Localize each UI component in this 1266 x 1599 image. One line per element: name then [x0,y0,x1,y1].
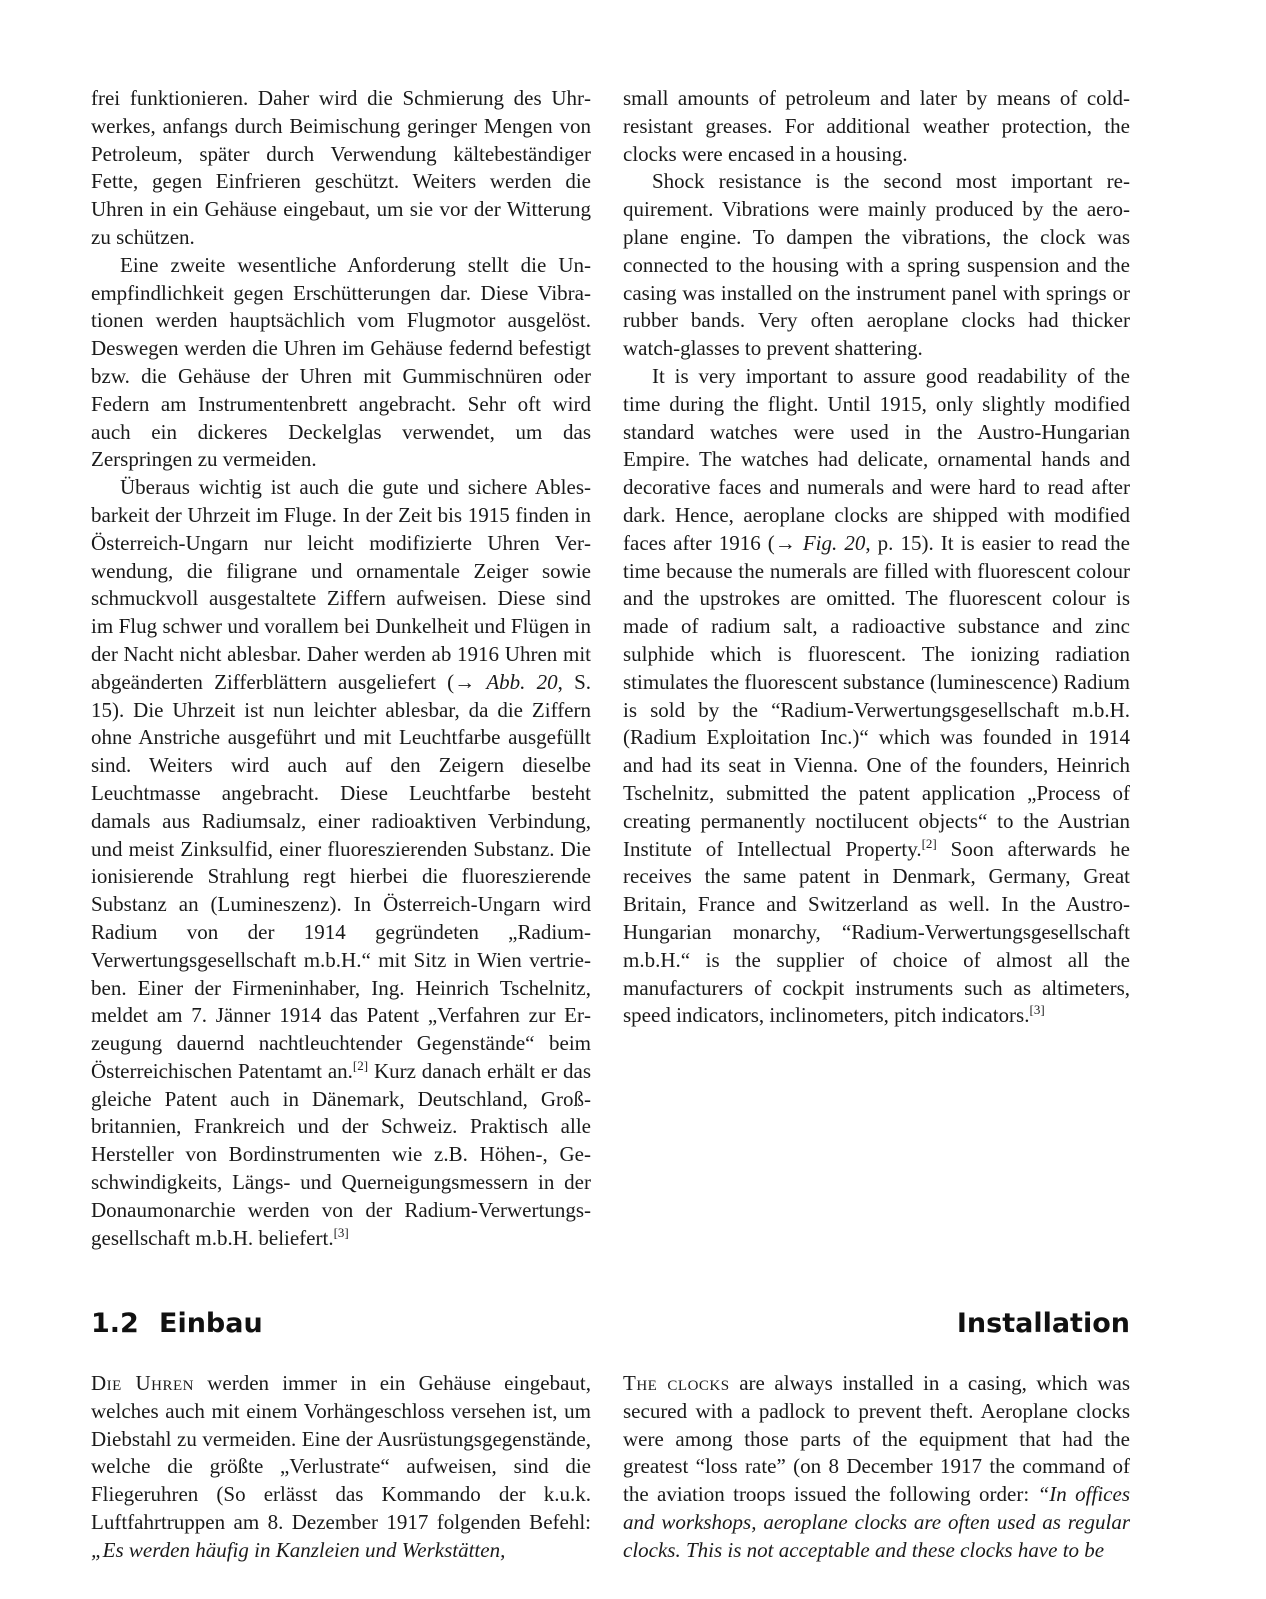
footnote-ref-3[interactable]: [3] [1029,1002,1045,1018]
german-paragraph-shock-resistance: Eine zweite wesentliche Anforderung stellt die Unempfindlichkeit gegen Erschütterungen dar. Diese Vibrationen werden hauptsächlich vom Flugmotor ausgelöst. Deswegen werden die Uhren im Gehäuse federnd befestigt bzw. die Gehäuse der Uhren mit Gummischnüren oder Federn am Instrumentenbrett angebracht. Sehr oft wird auch ein dickeres Deckelglas verwendet, um das Zerspringen zu vermeiden. [91,252,591,472]
figure-reference-fig-20[interactable]: Fig. 20 [802,530,866,555]
german-readability-text-a: Überaus wichtig ist auch die gute und sichere Ablesbarkeit der Uhrzeit im Fluge. In der Zeit bis 1915 finden in Österreich-Ungarn nur leicht modifizierte Uhren Verwendung, die filigrane und ornamentale Zeiger sowie schmuckvoll ausgestaltete Ziffern aufweisen. Diese sind im Flug schwer und vorallem bei Dunkelheit und Flügen in der Nacht nicht ablesbar. Daher werden ab 1916 Uhren mit abgeänderten Zifferblättern ausgeliefert (→ [91,475,591,694]
german-order-quote: „Es werden häufig in Kanzleien und Werkstätten, [91,1537,506,1562]
english-installation-text: are always installed in a casing, which was secured with a padlock to prevent theft. Aeroplane clocks were among those parts of the equipment that had the greatest “loss rate” (on 8 December 1917 the command of the aviation troops issued the following order: [623,1371,1130,1507]
english-paragraph-installation [623,1370,1130,1565]
figure-reference-abb-20[interactable]: Abb. 20 [486,669,558,694]
german-lead-in: Die Uhren [91,1371,195,1395]
german-readability-text-b: , S. 15). Die Uhrzeit ist nun leichter ablesbar, da die Ziffern ohne Anstriche ausgeführt und mit Leuchtfarbe ausgefüllt sind. Weiters wird auch auf den Zeigern dieselbe Leuchtmasse angebracht. Diese Leuchtfarbe besteht damals aus Radiumsalz, einer radioaktiven Verbindung, und meist Zinksulfid, einer fluoreszierenden Substanz. Die ionisierende Strahlung regt hierbei die fluoreszierende Substanz an (Lumineszenz). In Österreich-Ungarn wird Radium von der 1914 gegründeten „Radium-Verwertungsgesellschaft m.b.H.“ mit Sitz in Wien vertrieben. Einer der Firmeninhaber, Ing. Heinrich Tschelnitz, meldet am 7. Jänner 1914 das Patent „Verfahren zur Erzeugung dauernd nachtleuchtender Gegenstände“ beim Österreichischen Patentamt an. [91,669,592,1083]
english-readability-text-a: It is very important to assure good readability of the time during the flight. Until 1915, only slightly modified standard watches were used in the Austro-Hungarian Empire. The watches had delicate, ornamental hands and decorative faces and numerals and were hard to read after dark. Hence, aeroplane clocks are shipped with modified faces after 1916 (→ [623,363,1130,555]
english-paragraph-lubrication: small amounts of petroleum and later by means of cold-resistant greases. For additional weather protection, the clocks were encased in a housing. [623,86,1130,166]
footnote-ref-3[interactable]: [3] [333,1224,349,1240]
section-title-english: Installation [956,1308,1130,1339]
section-number: 1.2 [91,1308,139,1339]
german-paragraph-installation [91,1370,591,1565]
german-readability-text-c: Kurz danach erhält er das gleiche Patent auch in Dänemark, Deutschland, Großbritannien, Frankreich und der Schweiz. Praktisch alle Hersteller von Bordinstrumenten wie z.B. Höhen-, Geschwindigkeits, Längs- und Querneigungsmessern in der Donaumonarchie werden von der Radium-Verwertungsgesellschaft m.b.H. beliefert. [91,1058,591,1250]
english-column-lower [623,1370,1130,1565]
english-paragraph-readability [623,363,1130,1030]
german-paragraph-readability [91,474,591,1252]
footnote-ref-2[interactable]: [2] [352,1057,369,1073]
german-installation-text: werden immer in ein Gehäuse eingebaut, welches auch mit einem Vorhängeschloss versehen ist, um Diebstahl zu vermeiden. Eine der Ausrüstungsgegenstände, welche die größte „Verlustrate“ aufweisen, sind die Fliegeruhren (So erlässt das Kommando der k.u.k. Luftfahrtruppen am 8. Dezember 1917 folgenden Befehl: [91,1371,591,1534]
german-paragraph-lubrication: frei funktionieren. Daher wird die Schmierung des Uhrwerkes, anfangs durch Beimischung geringer Mengen von Petroleum, später durch Verwendung kältebeständiger Fette, gegen Einfrieren geschützt. Weiters werden die Uhren in ein Gehäuse eingebaut, um sie vor der Witterung zu schützen. [91,86,591,249]
english-lead-in: The clocks [623,1371,730,1395]
english-readability-text-c: Soon afterwards he receives the same patent in Denmark, Germany, Great Britain, France and Switzerland as well. In the Austro-Hungarian monarchy, “Radium-Verwertungsgesellschaft m.b.H.“ is the supplier of choice of almost all the manufacturers of cockpit instruments such as altimeters, speed indicators, inclinometers, pitch indicators. [623,836,1130,1028]
section-heading-german [91,1307,263,1341]
german-column-upper [91,85,591,1252]
english-column-upper [623,85,1130,1030]
english-readability-text-b: , p. 15). It is easier to read the time because the numerals are filled with fluorescent colour and the upstrokes are omitted. The fluorescent colour is made of radium salt, a radioactive substance and zinc sulphide which is fluorescent. The ionizing radiation stimulates the fluorescent substance (luminescence) Radium is sold by the “Radium-Verwertungsgesellschaft m.b.H. (Radium Exploitation Inc.)“ which was founded in 1914 and had its seat in Vienna. One of the founders, Heinrich Tschelnitz, submitted the patent application „Process of creating permanently noctilucent objects“ to the Austrian Institute of Intellectual Property. [623,530,1130,861]
english-paragraph-shock-resistance: Shock resistance is the second most important requirement. Vibrations were mainly produced by the aeroplane engine. To dampen the vibrations, the clock was connected to the housing with a spring suspension and the casing was installed on the instrument panel with springs or rubber bands. Very often aeroplane clocks had thicker watch-glasses to prevent shattering. [623,169,1130,361]
section-title-german: Einbau [159,1308,263,1339]
english-order-quote: “In offices and workshops, aeroplane clocks are often used as regular clocks. This is not acceptable and these clocks have to be [623,1482,1130,1562]
footnote-ref-2[interactable]: [2] [921,835,937,851]
german-column-lower [91,1370,591,1565]
